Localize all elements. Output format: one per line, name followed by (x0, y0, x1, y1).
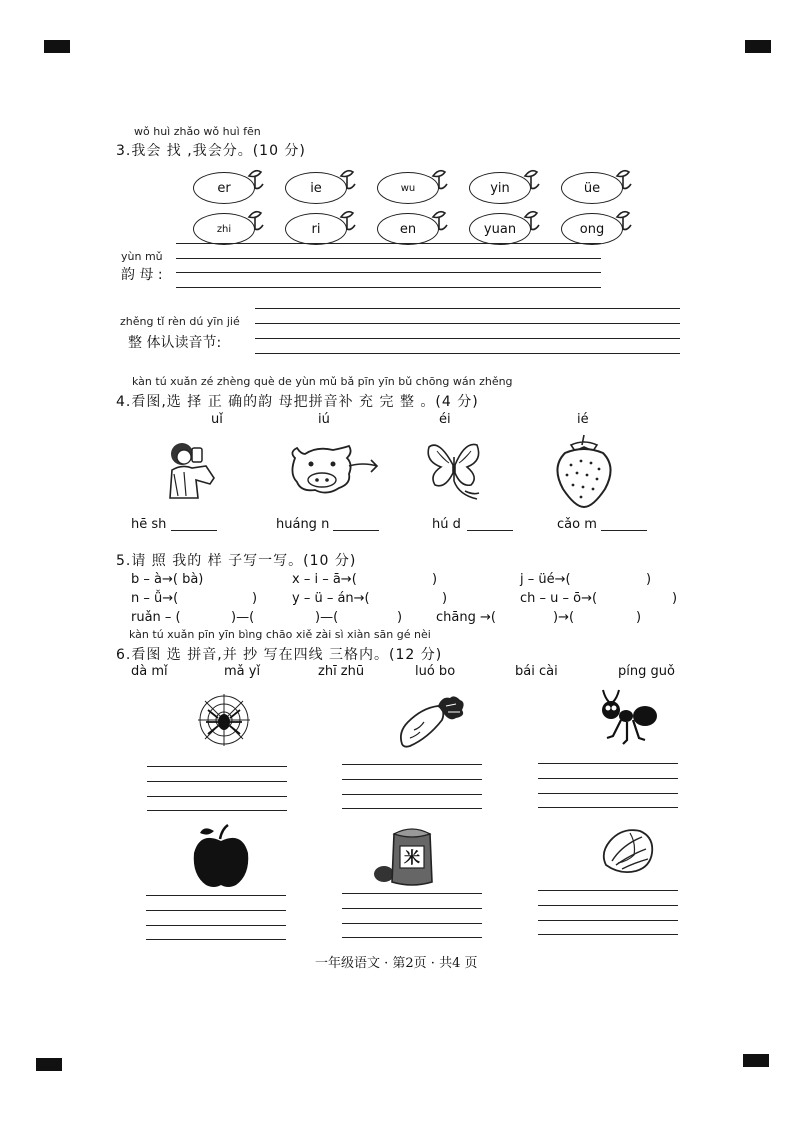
apple-stem-icon (245, 207, 265, 235)
q5-title: 5.请 照 我的 样 子写一写。(10 分) (116, 553, 357, 569)
apple-stem-icon (429, 207, 449, 235)
apple-stem-icon (613, 166, 633, 194)
answer-blank[interactable] (601, 530, 647, 531)
four-line-grid-line (147, 810, 287, 811)
four-line-grid-line (342, 908, 482, 909)
q5-item: b – à→( bà) (131, 572, 204, 587)
page-footer: 一年级语文 · 第2页 · 共4 页 (315, 956, 478, 971)
q3-label1: 韵 母 : (121, 267, 163, 283)
answer-blank[interactable] (467, 530, 513, 531)
q6-word: luó bo (415, 664, 456, 679)
writing-line (255, 308, 680, 309)
answer-blank[interactable] (171, 530, 217, 531)
q5-paren: ) (432, 572, 438, 587)
q5-item: ch – u – ō→( (520, 591, 598, 606)
four-line-grid-line (538, 778, 678, 779)
apple-stem-icon (521, 166, 541, 194)
writing-line (255, 323, 680, 324)
four-line-grid-line (147, 796, 287, 797)
writing-line (176, 272, 601, 273)
apple-card-label: en (377, 213, 439, 245)
q5-paren: )—( (231, 610, 255, 625)
four-line-grid-line (342, 937, 482, 938)
boy-drinking-icon (160, 438, 220, 500)
apple-stem-icon (245, 166, 265, 194)
apple-card-label: yuan (469, 213, 531, 245)
strawberry-icon (551, 431, 617, 509)
writing-line (176, 243, 601, 244)
q6-word: zhī zhū (318, 664, 365, 679)
four-line-grid-line (538, 920, 678, 921)
butterfly-icon (425, 437, 483, 503)
q3-label2-pinyin: zhěng tǐ rèn dú yīn jié (120, 315, 240, 328)
q5-paren: ) (442, 591, 448, 606)
q6-pinyin-hint: kàn tú xuǎn pīn yīn bìng chāo xiě zài sì xiàn sān gé nèi (129, 628, 431, 641)
q4-blank-label: hē sh (131, 517, 167, 532)
spider-icon (196, 692, 252, 748)
writing-line (176, 258, 601, 259)
q5-item: y – ü – án→( (292, 591, 370, 606)
q5-item: ruǎn – ( (131, 610, 181, 625)
q5-paren: ) (646, 572, 652, 587)
q3-title: 3.我会 找 ,我会分。(10 分) (116, 143, 306, 159)
q4-option: ié (577, 412, 589, 427)
four-line-grid-line (342, 794, 482, 795)
four-line-grid-line (147, 766, 287, 767)
four-line-grid-line (342, 893, 482, 894)
q5-paren: ) (636, 610, 642, 625)
four-line-grid-line (538, 934, 678, 935)
four-line-grid-line (146, 925, 286, 926)
q5-item: x – i – ā→( (292, 572, 357, 587)
q5-paren: ) (252, 591, 258, 606)
writing-line (176, 287, 601, 288)
four-line-grid-line (538, 905, 678, 906)
apple-card-label: zhi (193, 213, 255, 245)
rice-character-label: 米 (403, 848, 421, 867)
ant-icon (593, 688, 659, 750)
four-line-grid-line (146, 939, 286, 940)
apple-stem-icon (521, 207, 541, 235)
four-line-grid-line (342, 808, 482, 809)
four-line-grid-line (147, 781, 287, 782)
corner-marker-top-left (44, 40, 70, 53)
four-line-grid-line (538, 807, 678, 808)
four-line-grid-line (146, 910, 286, 911)
apple-stem-icon (337, 207, 357, 235)
apple-card-label: er (193, 172, 255, 204)
q4-option: éi (439, 412, 451, 427)
q4-blank-label: hú d (432, 517, 461, 532)
apple-stem-icon (613, 207, 633, 235)
q3-pinyin-hint: wǒ huì zhǎo wǒ huì fēn (134, 125, 261, 138)
q3-label1-pinyin: yùn mǔ (121, 250, 163, 263)
q4-option: iú (318, 412, 330, 427)
q6-word: mǎ yǐ (224, 664, 261, 679)
apple-card-label: wu (377, 172, 439, 204)
q6-title: 6.看图 选 拼音,并 抄 写在四线 三格内。(12 分) (116, 647, 443, 663)
q4-blank-label: cǎo m (557, 517, 597, 532)
q5-paren: )→( (553, 610, 575, 625)
rice-bag-icon (372, 820, 442, 888)
four-line-grid-line (538, 793, 678, 794)
q4-blank-label: huáng n (276, 517, 330, 532)
four-line-grid-line (342, 779, 482, 780)
cow-icon (287, 444, 379, 496)
apple-card-label: ri (285, 213, 347, 245)
q5-item: chāng →( (436, 610, 496, 625)
apple-stem-icon (429, 166, 449, 194)
apple-icon (190, 823, 252, 889)
q5-item: j – üé→( (520, 572, 571, 587)
four-line-grid-line (342, 764, 482, 765)
four-line-grid-line (538, 890, 678, 891)
four-line-grid-line (342, 923, 482, 924)
corner-marker-top-right (745, 40, 771, 53)
four-line-grid-line (538, 763, 678, 764)
q4-option: uǐ (211, 412, 223, 427)
writing-line (255, 338, 680, 339)
cabbage-icon (600, 825, 656, 875)
q6-word: dà mǐ (131, 664, 168, 679)
q5-paren: ) (672, 591, 678, 606)
apple-card-label: ie (285, 172, 347, 204)
writing-line (255, 353, 680, 354)
q5-item: n – ǚ→( (131, 591, 179, 606)
q3-label2: 整 体认读音节: (128, 335, 222, 351)
q6-word: bái cài (515, 664, 558, 679)
apple-card-label: yin (469, 172, 531, 204)
four-line-grid-line (146, 895, 286, 896)
q6-word: píng guǒ (618, 664, 675, 679)
q5-paren: ) (397, 610, 403, 625)
apple-card-label: ong (561, 213, 623, 245)
answer-blank[interactable] (333, 530, 379, 531)
corner-marker-bottom-right (743, 1054, 769, 1067)
apple-card-label: üe (561, 172, 623, 204)
q4-pinyin-hint: kàn tú xuǎn zé zhèng què de yùn mǔ bǎ pīn yīn bǔ chōng wán zhěng (132, 375, 513, 388)
corner-marker-bottom-left (36, 1058, 62, 1071)
q5-paren: )—( (315, 610, 339, 625)
q4-title: 4.看图,选 择 正 确的韵 母把拼音补 充 完 整 。(4 分) (116, 394, 479, 410)
radish-icon (394, 692, 468, 750)
apple-stem-icon (337, 166, 357, 194)
